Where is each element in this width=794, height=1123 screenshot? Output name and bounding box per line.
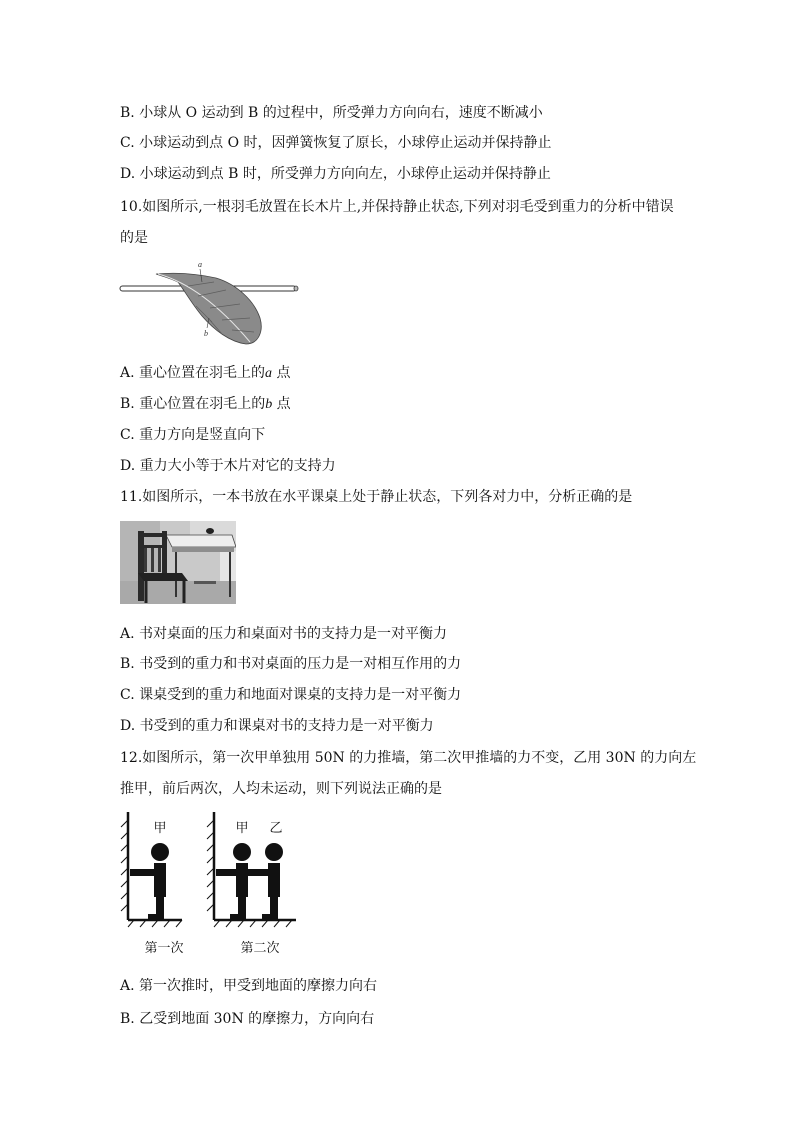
feather-label-a: a — [198, 260, 202, 269]
q10-option-b-text: B. 重心位置在羽毛上的 — [120, 396, 266, 412]
scene2-label-yi: 乙 — [269, 821, 283, 836]
feather-on-stick-figure — [118, 256, 300, 352]
caption-first: 第一次 — [144, 941, 184, 956]
q11-option-a: A. 书对桌面的压力和桌面对书的支持力是一对平衡力 — [120, 626, 448, 642]
q10-option-a-text: A. 重心位置在羽毛上的 — [120, 365, 266, 381]
desk-chair-photo — [120, 521, 236, 604]
q10-stem-line-2: 的是 — [120, 230, 148, 246]
q10-option-b-variable: b — [265, 397, 273, 412]
caption-second: 第二次 — [240, 941, 280, 956]
q10-option-b-suffix: 点 — [272, 396, 291, 412]
scene2-label-jia: 甲 — [235, 821, 249, 836]
q12-option-a: A. 第一次推时，甲受到地面的摩擦力向右 — [120, 978, 378, 994]
q11-option-c: C. 课桌受到的重力和地面对课桌的支持力是一对平衡力 — [120, 687, 462, 703]
q9-option-d: D. 小球运动到点 B 时，所受弹力方向向左，小球停止运动并保持静止 — [120, 166, 551, 182]
scene1-label-jia: 甲 — [153, 821, 167, 836]
q9-option-c: C. 小球运动到点 O 时，因弹簧恢复了原长，小球停止运动并保持静止 — [120, 135, 552, 151]
q10-option-b — [120, 395, 291, 414]
q11-option-b: B. 书受到的重力和书对桌面的压力是一对相互作用的力 — [120, 656, 462, 672]
q12-stem-line-2: 推甲，前后两次，人均未运动，则下列说法正确的是 — [120, 781, 442, 797]
q12-stem-line-1: 12.如图所示，第一次甲单独用 50N 的力推墙，第二次甲推墙的力不变，乙用 30N 的力向左 — [120, 750, 697, 766]
q10-option-d: D. 重力大小等于木片对它的支持力 — [120, 458, 336, 474]
q10-option-a-suffix: 点 — [272, 365, 291, 381]
q10-option-a-variable: a — [265, 366, 273, 381]
feather-label-b: b — [204, 329, 208, 338]
q9-option-b: B. 小球从 O 运动到 B 的过程中，所受弹力方向向右，速度不断减小 — [120, 105, 543, 121]
q10-option-c: C. 重力方向是竖直向下 — [120, 427, 266, 443]
wall-push-figure — [118, 806, 318, 964]
q12-option-b: B. 乙受到地面 30N 的摩擦力，方向向右 — [120, 1011, 375, 1027]
q11-stem: 11.如图所示，一本书放在水平课桌上处于静止状态，下列各对力中，分析正确的是 — [120, 489, 633, 505]
q10-stem-line-1: 10.如图所示,一根羽毛放置在长木片上,并保持静止状态,下列对羽毛受到重力的分析中错误 — [120, 199, 674, 215]
q10-option-a — [120, 364, 290, 383]
q11-option-d: D. 书受到的重力和课桌对书的支持力是一对平衡力 — [120, 718, 434, 734]
